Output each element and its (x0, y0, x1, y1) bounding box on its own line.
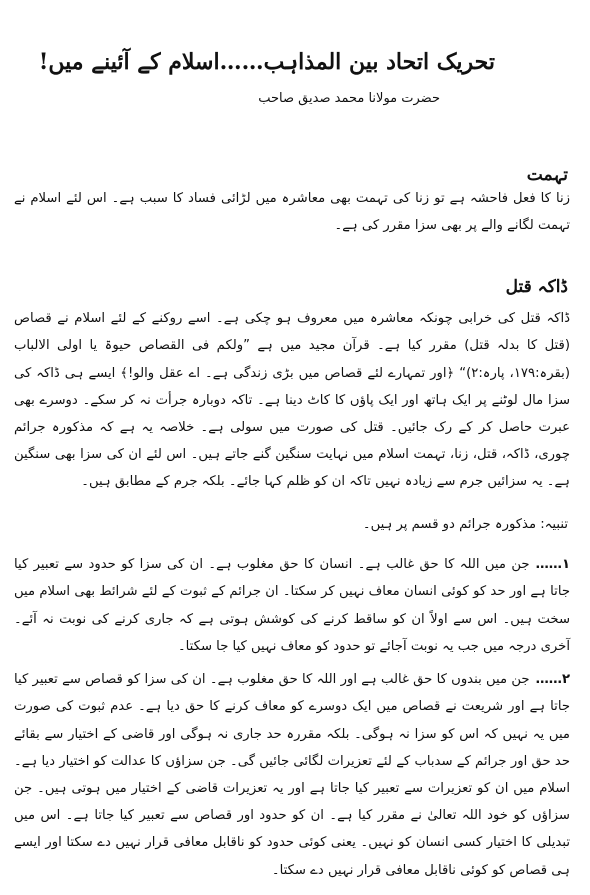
list-item-2-number: ۲…… (535, 672, 570, 688)
author-name: حضرت مولانا محمد صدیق صاحب (258, 91, 440, 106)
list-item-1-text: جن میں اللہ کا حق غالب ہے۔ انسان کا حق مغلوب ہے۔ ان کی سزا کو حدود سے تعبیر کیا جاتا ہے اور حد کو کوئی انسان معاف نہیں کر سکتا۔ ان جرائم کے ثبوت کے لئے شرائط بھی اسلام میں سخت ہیں۔ اس سے اولاً ان کو ساقط کرنے کی کوشش ہوتی ہے کہ جاری کرنے کی نوبت نہ آئے۔ آخری درجہ میں جب یہ نوبت آجائے تو حدود کو معاف نہیں کیا جا سکتا۔ (14, 557, 570, 654)
list-item-2 (14, 666, 570, 884)
section-heading-tuhmat: تہمت (526, 165, 568, 186)
article-title: تحریک اتحاد بین المذاہب……اسلام کے آئینے میں! (38, 48, 495, 75)
list-item-2-text: جن میں بندوں کا حق غالب ہے اور اللہ کا حق مغلوب ہے۔ ان کی سزا کو قصاص سے تعبیر کیا جاتا ہے اور شریعت نے قصاص میں ایک دوسرے کو معاف کرنے کا حق دیا ہے۔ عدم ثبوت کی صورت میں یہ نہیں کہ اس کو سزا نہ ہوگی۔ بلکہ مقررہ حد جاری نہ ہوگی اور قاضی کے اختیار سے بقائے حد حق اور جرائم کے سدباب کے لئے تعزیرات لگائی جائیں گی۔ جن سزاؤں کا عدالت کو اختیار دیا ہے۔ اسلام میں ان کو تعزیرات سے تعبیر کیا جاتا ہے اور یہ تعزیرات قاضی کے اختیار میں ہوتی ہیں۔ جن سزاؤں کو خود اللہ تعالیٰ نے مقرر کیا ہے۔ ان کو حدود اور قصاص سے تعبیر کیا جاتا ہے۔ اس میں تبدیلی کا اختیار کسی انسان کو نہیں۔ یعنی کوئی حدود کو ناقابل معافی قرار نہیں دے سکتا اور ایسے ہی قصاص کو کوئی ناقابل معافی قرار نہیں دے سکتا۔ (14, 672, 570, 878)
tanbih-note: تنبیہ: مذکورہ جرائم دو قسم پر ہیں۔ (362, 517, 568, 532)
section-heading-daka-qatl: ڈاکہ قتل (505, 277, 568, 298)
list-item-1-number: ۱…… (535, 557, 570, 573)
list-item-1 (14, 551, 570, 660)
paragraph-tuhmat: زنا کا فعل فاحشہ ہے تو زنا کی تہمت بھی معاشرہ میں لڑائی فساد کا سبب ہے۔ اس لئے اسلام نے تہمت لگانے والے پر بھی سزا مقرر کی ہے۔ (14, 191, 570, 234)
paragraph-daka-qatl: ڈاکہ قتل کی خرابی چونکہ معاشرہ میں معروف ہو چکی ہے۔ اسے روکنے کے لئے اسلام نے قصاص (قتل کا بدلہ قتل) مقرر کیا ہے۔ قرآن مجید میں ہے ”ولکم فی القصاص حیوۃ یا اولی الالباب (بقرہ:۱۷۹، پارہ:۲)“ ﴿اور تمہارے لئے قصاص میں بڑی زندگی ہے۔ اے عقل والو!﴾ ایسے ہی ڈاکہ کی سزا مال لوٹنے پر ایک ہاتھ اور ایک پاؤں کا کاٹ دینا ہے۔ تاکہ دوبارہ جرأت نہ کر سکے۔ دوسرے بھی عبرت حاصل کر کے رک جائیں۔ قتل کی صورت میں سولی ہے۔ خلاصہ یہ ہے کہ مذکورہ جرائم چوری، ڈاکہ، قتل، زنا، تہمت اسلام میں نہایت سنگین گنے جاتے ہیں۔ اس لئے ان کی سزا بھی سنگین ہے۔ یہ سزائیں جرم سے زیادہ نہیں تاکہ ان کو ظلم کہا جائے۔ بلکہ جرم کے مطابق ہیں۔ (14, 311, 570, 490)
